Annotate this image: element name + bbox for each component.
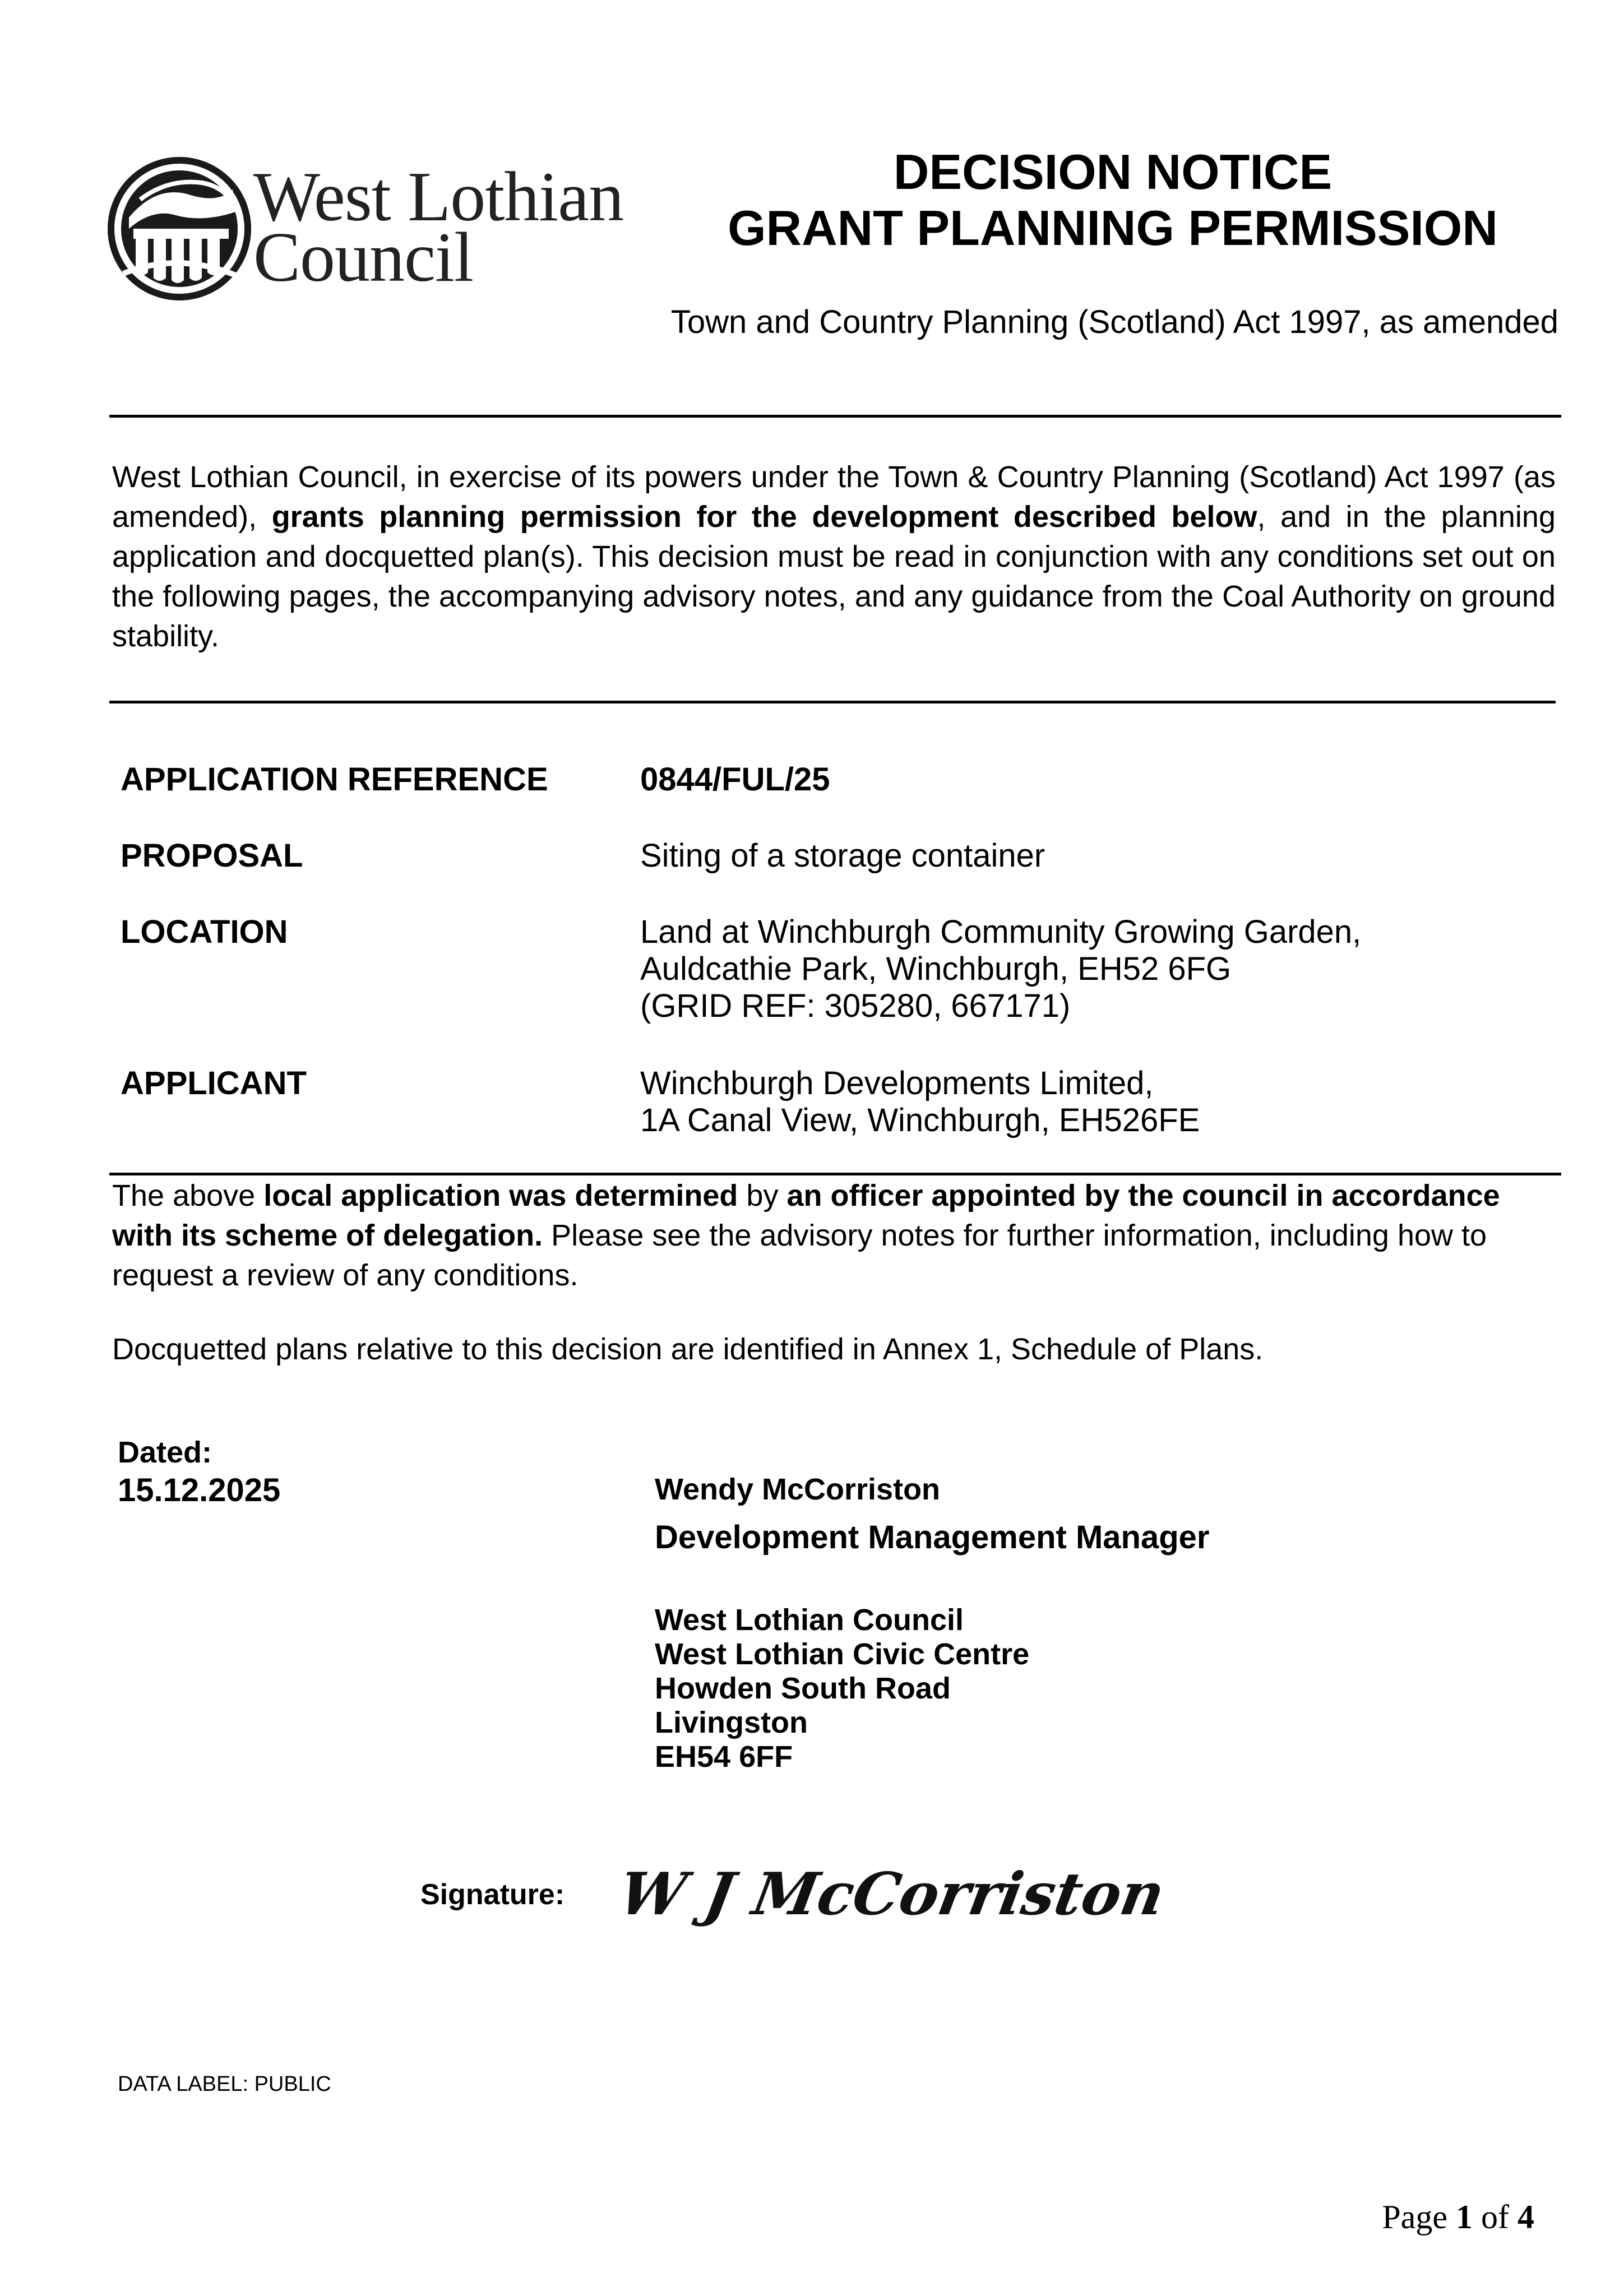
address-line: West Lothian Civic Centre <box>655 1637 1030 1671</box>
determination-bold-1: local application was determined <box>263 1179 738 1212</box>
reference-value: 0844/FUL/25 <box>640 761 830 798</box>
logo-text-line1: West Lothian <box>253 158 624 236</box>
council-logo <box>107 156 633 302</box>
address-line: West Lothian Council <box>655 1603 964 1637</box>
intro-text-1: West Lothian Council, in exercise of its powers under the Town & Country Planning (Scotland) Act 1997 (as amended), <box>112 460 1556 534</box>
signature-label: Signature: <box>420 1878 565 1911</box>
proposal-label: PROPOSAL <box>121 837 303 874</box>
reference-label: APPLICATION REFERENCE <box>121 761 548 798</box>
officer-name: Wendy McCorriston <box>655 1473 941 1506</box>
divider-top <box>109 415 1561 418</box>
dated-label: Dated: <box>118 1436 212 1469</box>
notice-subtitle-grant: GRANT PLANNING PERMISSION <box>728 200 1498 256</box>
signature-glyphs: W J McCorriston <box>614 1859 1170 1928</box>
page-total: 4 <box>1517 2198 1534 2235</box>
page-prefix: Page <box>1382 2198 1456 2235</box>
dated-value: 15.12.2025 <box>118 1472 281 1508</box>
act-reference: Town and Country Planning (Scotland) Act 1997, as amended <box>670 304 1558 340</box>
determination-text-3: Please see the advisory notes for further information, including how to request a review of any conditions. <box>112 1219 1487 1292</box>
address-line: EH54 6FF <box>655 1740 793 1774</box>
determination-bold-2: an officer appointed by the council in accordance with its scheme of delegation. <box>112 1179 1500 1252</box>
applicant-label: APPLICANT <box>121 1065 307 1101</box>
viaduct-emblem-icon <box>107 156 252 302</box>
determination-text-2: by <box>738 1179 787 1212</box>
location-value: Land at Winchburgh Community Growing Garden, Auldcathie Park, Winchburgh, EH52 6FG (GRID REF: 305280, 667171) <box>640 914 1362 1024</box>
applicant-value: Winchburgh Developments Limited, 1A Canal View, Winchburgh, EH526FE <box>640 1065 1200 1138</box>
page-middle: of <box>1473 2198 1517 2235</box>
page-current: 1 <box>1456 2198 1473 2235</box>
council-address <box>655 1603 1029 1774</box>
intro-bold: grants planning permission for the development described below <box>271 500 1257 534</box>
page-number <box>1382 2197 1534 2237</box>
logo-wordmark <box>253 158 624 297</box>
divider-details <box>109 1173 1561 1175</box>
proposal-value: Siting of a storage container <box>640 837 1045 874</box>
notice-title: DECISION NOTICE <box>893 144 1332 200</box>
address-line: Howden South Road <box>655 1672 951 1705</box>
handwritten-signature <box>614 1850 1170 1965</box>
location-label: LOCATION <box>121 914 288 950</box>
address-line: Livingston <box>655 1706 808 1739</box>
intro-text-2: , and in the planning application and docquetted plan(s). This decision must be read in conjunction with any conditions set out on the following pages, the accompanying advisory notes, and any guidance from the Coal Authority on ground stability. <box>112 500 1556 653</box>
determination-text-1: The above <box>112 1179 264 1212</box>
docquetted-plans-note: Docquetted plans relative to this decision are identified in Annex 1, Schedule of Plans. <box>112 1332 1264 1366</box>
logo-text-line2: Council <box>253 219 473 297</box>
signature-graphic <box>614 1850 1170 1962</box>
divider-middle <box>109 701 1556 703</box>
intro-paragraph <box>112 457 1556 656</box>
determination-paragraph <box>112 1176 1556 1295</box>
data-label: DATA LABEL: PUBLIC <box>118 2072 331 2096</box>
officer-title: Development Management Manager <box>655 1519 1210 1556</box>
